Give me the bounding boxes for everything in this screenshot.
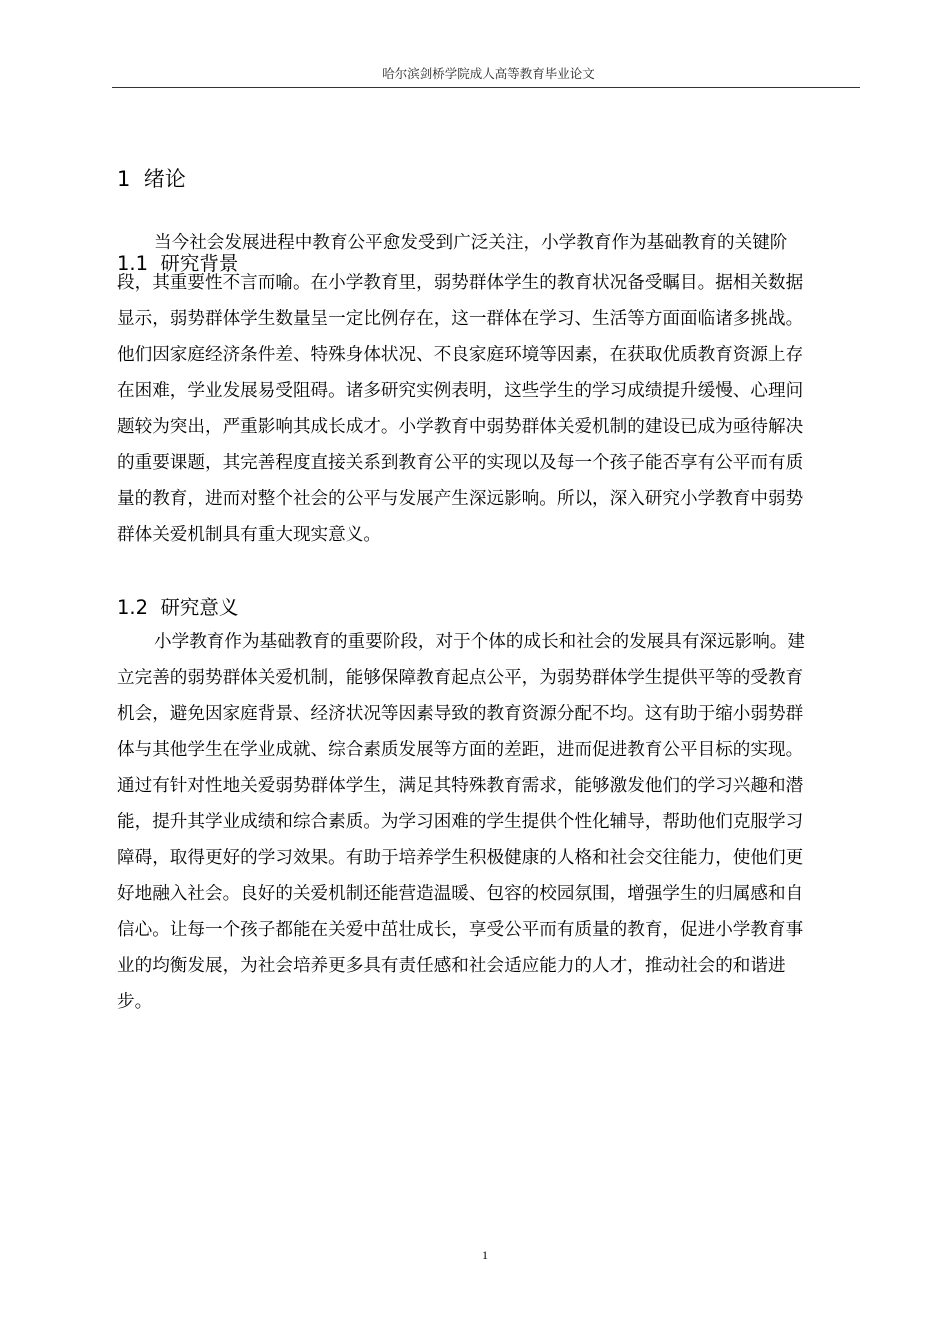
paragraph-line: 在困难，学业发展易受阻碍。诸多研究实例表明，这些学生的学习成绩提升缓慢、心理问 xyxy=(117,381,804,401)
paragraph-line: 的重要课题，其完善程度直接关系到教育公平的实现以及每一个孩子能否享有公平而有质 xyxy=(117,453,804,473)
paragraph-line: 障碍，取得更好的学习效果。有助于培养学生积极健康的人格和社会交往能力，使他们更 xyxy=(117,848,804,868)
paragraph-line: 量的教育，进而对整个社会的公平与发展产生深远影响。所以，深入研究小学教育中弱势 xyxy=(117,489,804,509)
paragraph-line: 好地融入社会。良好的关爱机制还能营造温暖、包容的校园氛围，增强学生的归属感和自 xyxy=(117,884,804,904)
chapter-title: 1 绪论 xyxy=(117,167,186,191)
header-divider xyxy=(112,87,860,88)
paragraph-line: 通过有针对性地关爱弱势群体学生，满足其特殊教育需求，能够激发他们的学习兴趣和潜 xyxy=(117,776,804,796)
paragraph-line: 体与其他学生在学业成就、综合素质发展等方面的差距，进而促进教育公平目标的实现。 xyxy=(117,740,804,760)
paragraph-line: 显示，弱势群体学生数量呈一定比例存在，这一群体在学习、生活等方面面临诸多挑战。 xyxy=(117,309,804,329)
paragraph-line: 立完善的弱势群体关爱机制，能够保障教育起点公平，为弱势群体学生提供平等的受教育 xyxy=(117,668,804,688)
page-number: 1 xyxy=(482,1248,488,1262)
paragraph-line: 机会，避免因家庭背景、经济状况等因素导致的教育资源分配不均。这有助于缩小弱势群 xyxy=(117,704,804,724)
paragraph-line: 段，其重要性不言而喻。在小学教育里，弱势群体学生的教育状况备受瞩目。据相关数据 xyxy=(117,273,804,293)
paragraph-line: 业的均衡发展，为社会培养更多具有责任感和社会适应能力的人才，推动社会的和谐进 xyxy=(117,956,786,976)
page-header: 哈尔滨剑桥学院成人高等教育毕业论文 xyxy=(382,66,595,81)
paragraph-line: 能，提升其学业成绩和综合素质。为学习困难的学生提供个性化辅导，帮助他们克服学习 xyxy=(117,812,804,832)
section-heading-background: 1.1 研究背景 xyxy=(117,252,239,275)
paragraph-line: 群体关爱机制具有重大现实意义。 xyxy=(117,525,381,545)
paragraph-line: 步。 xyxy=(117,992,153,1012)
section-heading-significance: 1.2 研究意义 xyxy=(117,596,239,619)
paragraph-line: 当今社会发展进程中教育公平愈发受到广泛关注，小学教育作为基础教育的关键阶 xyxy=(154,233,788,253)
paragraph-line: 题较为突出，严重影响其成长成才。小学教育中弱势群体关爱机制的建设已成为亟待解决 xyxy=(117,417,804,437)
paragraph-line: 小学教育作为基础教育的重要阶段，对于个体的成长和社会的发展具有深远影响。建 xyxy=(154,632,805,652)
paragraph-line: 信心。让每一个孩子都能在关爱中茁壮成长，享受公平而有质量的教育，促进小学教育事 xyxy=(117,920,804,940)
paragraph-line: 他们因家庭经济条件差、特殊身体状况、不良家庭环境等因素，在获取优质教育资源上存 xyxy=(117,345,804,365)
